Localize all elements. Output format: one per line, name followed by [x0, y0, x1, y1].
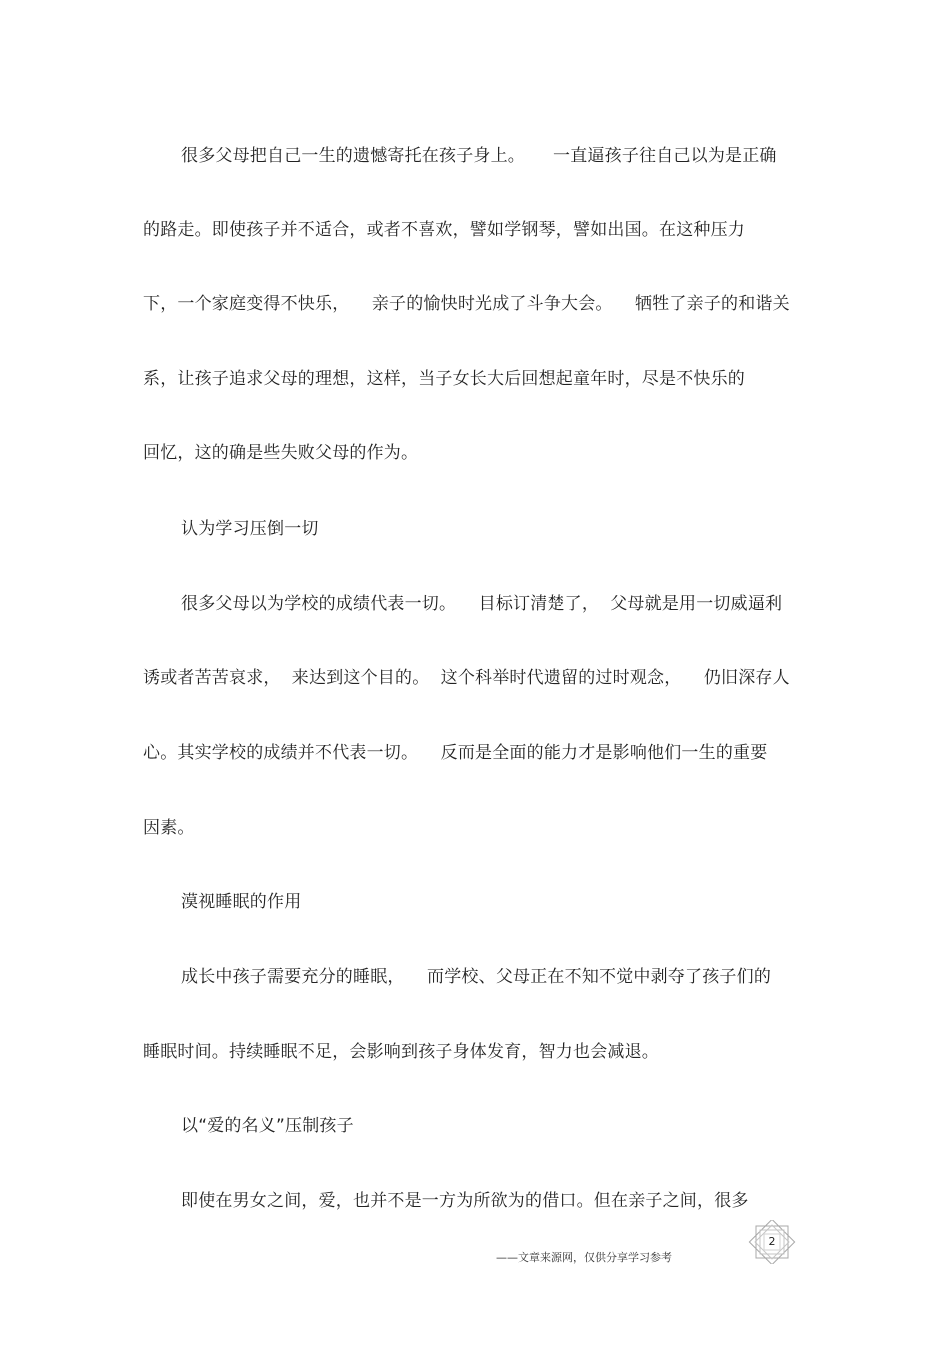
section-heading: 认为学习压倒一切: [181, 519, 319, 539]
body-text-line: 系，让孩子追求父母的理想，这样，当子女长大后回想起童年时，尽是不快乐的: [143, 369, 745, 389]
body-text-line: 心。其实学校的成绩并不代表一切。 反而是全面的能力才是影响他们一生的重要: [143, 743, 768, 763]
body-text-line: 很多父母以为学校的成绩代表一切。 目标订清楚了， 父母就是用一切威逼利: [181, 594, 783, 614]
body-text-line: 睡眠时间。持续睡眠不足，会影响到孩子身体发育，智力也会减退。: [143, 1042, 659, 1062]
body-text-line: 成长中孩子需要充分的睡眠， 而学校、父母正在不知不觉中剥夺了孩子们的: [181, 967, 772, 987]
body-text-line: 很多父母把自己一生的遗憾寄托在孩子身上。 一直逼孩子往自己以为是正确: [181, 146, 777, 166]
body-text-line: 的路走。即使孩子并不适合，或者不喜欢，譬如学钢琴，譬如出国。在这种压力: [143, 220, 745, 240]
body-text-line: 回忆，这的确是些失败父母的作为。: [143, 443, 419, 463]
body-text-line: 诱或者苦苦哀求， 来达到这个目的。 这个科举时代遗留的过时观念， 仍旧深存人: [143, 668, 790, 688]
section-heading: 以“爱的名义”压制孩子: [181, 1116, 354, 1136]
body-text-line: 即使在男女之间，爱，也并不是一方为所欲为的借口。但在亲子之间，很多: [181, 1191, 749, 1211]
body-text-line: 下，一个家庭变得不快乐， 亲子的愉快时光成了斗争大会。 牺牲了亲子的和谐关: [143, 294, 790, 314]
page-number: 2: [768, 1235, 776, 1248]
body-text-line: 因素。: [143, 818, 195, 838]
section-heading: 漠视睡眠的作用: [181, 892, 302, 912]
page-number-badge: [746, 1220, 798, 1264]
footer-source-note: ——文章来源网，仅供分享学习参考: [496, 1251, 672, 1264]
